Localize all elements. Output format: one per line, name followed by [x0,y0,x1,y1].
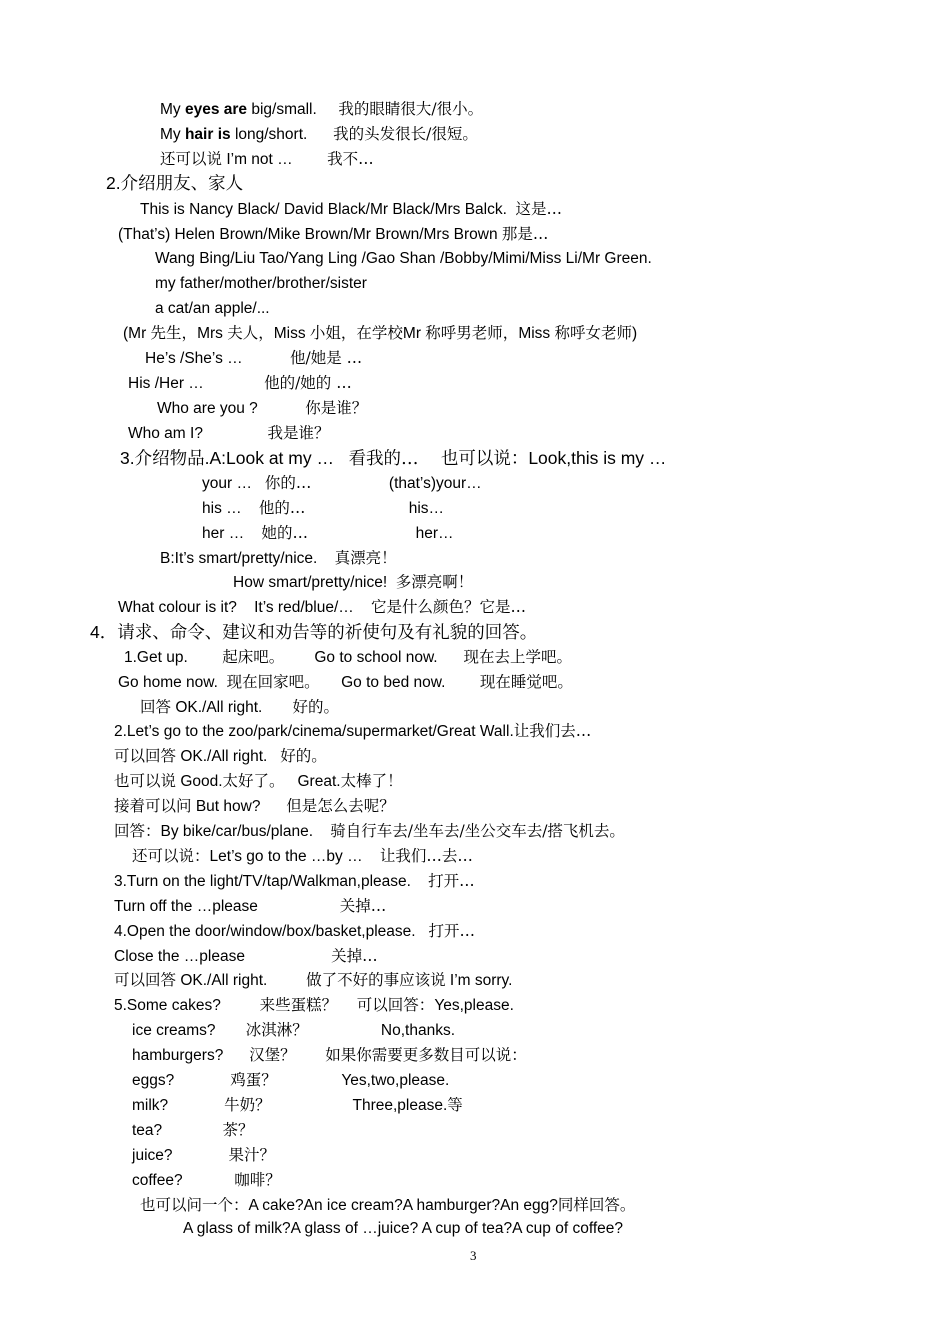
text-line [140,697,339,718]
text-run: 你是谁？ [305,399,368,417]
text-line [145,348,362,369]
text-run: eggs? [132,1072,231,1089]
text-run: No,thanks. [307,1022,456,1039]
text-run: 看我的… 也可以说： [348,449,529,469]
text-line [114,771,403,792]
text-line [118,224,548,245]
text-run: hamburgers? [132,1047,250,1064]
text-run: 我是谁？ [267,424,330,442]
text-run: eyes are [184,101,248,118]
text-run: My [160,126,185,143]
text-run: his … [202,500,259,517]
text-run: his… [305,500,445,517]
text-line [124,647,572,668]
text-run: ) [632,325,638,342]
text-run: 她的… [261,524,308,542]
text-run: 4.Open the door/window/box/basket,please. [114,923,429,940]
text-run: 那是… [501,225,549,243]
text-run: Mr [402,325,426,342]
text-run: 现在去上学吧。 [463,648,572,666]
text-run: 让我们去… [513,722,592,740]
text-run: Wang Bing/Liu Tao/Yang Ling /Gao Shan /Bobby/Mimi/Miss Li/Mr Green. [155,250,652,267]
text-run: 关掉… [339,897,387,915]
text-line [155,299,270,319]
text-run: What colour is it? It’s red/blue/… [118,599,371,616]
text-run: big/small. [247,101,339,118]
text-line [114,746,327,767]
text-run: 这是… [515,200,563,218]
text-run: 骑自行车去/坐车去/坐公交车去/搭飞机去。 [330,822,625,840]
section-heading [120,447,666,470]
text-run: your … [202,475,265,492]
text-line [114,995,514,1016]
text-run: juice? [132,1147,229,1164]
text-line [123,323,637,344]
text-run: 咖啡？ [234,1171,281,1189]
text-run: 还可以说： [132,847,210,865]
text-line [128,373,352,394]
text-run: Close the …please [114,948,332,965]
text-run: I’m sorry. [445,972,513,989]
text-run: milk? [132,1097,225,1114]
text-run: 3. [120,448,135,468]
text-run: 但是怎么去呢？ [286,797,395,815]
text-run: 还可以说 [160,150,223,168]
text-run: (That’s) Helen Brown/Mike Brown/Mr Brown/Mrs Brown [118,226,502,243]
text-line [118,672,573,693]
text-run: her … [202,525,262,542]
text-run: a cat/an apple/... [155,300,270,317]
text-run: 真漂亮！ [334,549,397,567]
text-run: 也可以说 [114,772,177,790]
text-run: 2. [106,173,121,193]
text-run: 称呼男老师， [425,324,519,342]
text-run: 4． [90,622,118,642]
text-run: 我的头发很长/很短。 [333,125,478,143]
text-run: He’s /She’s … [145,350,291,367]
text-run: I’m not … [222,151,328,168]
text-line [132,1020,455,1041]
text-run: 请求、命令、建议和劝告等的祈使句及有礼貌的回答。 [117,623,538,643]
text-run: A glass of milk?A glass of …juice? A cup of tea?A cup of coffee? [183,1220,624,1237]
text-run: 回答 [140,698,172,716]
text-line [132,1045,527,1066]
text-run: 起床吧。 [222,648,285,666]
text-run: 果汁？ [228,1146,275,1164]
text-run: 现在睡觉吧。 [479,673,573,691]
text-run: (that’s)your… [311,475,482,492]
text-run: hair is [184,126,231,143]
text-line [140,199,562,220]
text-run: 3.Turn on the light/TV/tap/Walkman,please. [114,873,429,890]
text-run: 我的眼睛很大/很小。 [338,100,484,118]
text-run: 多漂亮啊！ [395,573,474,591]
text-run: OK./All right. [176,748,281,765]
text-run: 太棒了！ [340,772,403,790]
text-line [132,1170,281,1191]
text-run: By bike/car/bus/plane. [160,823,331,840]
text-run: Miss [273,325,310,342]
text-run: Miss [518,325,555,342]
text-run: .A:Look at my … [204,448,349,468]
text-run: Turn off the …please [114,898,340,915]
text-run: Who are you ? [157,400,306,417]
text-line [132,1120,253,1141]
text-run: 汉堡？ 如果你需要更多数目可以说： [249,1046,527,1064]
text-run: 来些蛋糕？ 可以回答： [259,996,435,1014]
text-line [128,423,330,444]
text-run: 称呼女老师 [554,324,632,342]
text-run: But how? [191,798,287,815]
text-run: 他/她是 … [290,349,363,367]
text-run: Who am I? [128,425,268,442]
text-run: 1.Get up. [124,649,223,666]
text-run: 也可以问一个： [140,1196,249,1214]
text-run: her… [307,525,454,542]
text-line [132,1095,463,1116]
text-run: 接着可以问 [114,797,192,815]
text-line [114,796,395,817]
text-line [114,871,475,892]
text-run: 现在回家吧。 [226,673,320,691]
text-line [202,523,454,544]
text-run: 打开… [428,922,476,940]
text-line [157,398,367,419]
text-line [160,99,483,120]
text-run: tea? [132,1122,223,1139]
text-run: 鸡蛋？ [230,1071,277,1089]
text-run: 我不… [327,150,374,168]
text-run: Mrs [197,325,228,342]
text-line [160,149,374,170]
text-run: Go home now. [118,674,227,691]
text-run: my father/mother/brother/sister [155,275,367,292]
text-run: 牛奶？ [224,1096,271,1114]
text-run: How smart/pretty/nice! [233,574,396,591]
text-line [160,124,478,145]
text-line [160,548,397,569]
text-run: ice creams? [132,1022,246,1039]
text-run: 可以回答 [114,747,177,765]
text-line [132,846,473,867]
text-run: OK./All right. [176,972,307,989]
text-run: 好的。 [280,747,327,765]
text-run: Look,this is my … [528,448,667,468]
text-line [202,473,482,494]
text-run: Go to school now. [284,649,464,666]
text-run: 介绍物品 [134,449,205,469]
text-line [202,498,444,519]
text-run: 做了不好的事应该说 [306,971,446,989]
text-run: 2.Let’s go to the zoo/park/cinema/supermarket/Great Wall. [114,723,514,740]
text-line [114,896,386,917]
text-run: 它是什么颜色？它是… [370,598,526,616]
text-line [114,821,625,842]
text-run: Let’s go to the …by … [209,848,380,865]
text-run: 打开… [428,872,475,890]
text-run: 同样回答。 [557,1196,636,1214]
text-run: Great. [284,773,341,790]
text-run: 先生， [150,324,198,342]
text-run: Go to bed now. [319,674,480,691]
text-run: coffee? [132,1172,235,1189]
text-run: My [160,101,185,118]
text-run: A cake?An ice cream?A hamburger?An egg? [248,1197,558,1214]
text-run: 让我们…去… [379,847,473,865]
text-run: 可以回答 [114,971,177,989]
text-run: 太好了。 [222,772,285,790]
text-run: 5.Some cakes? [114,997,260,1014]
section-heading [90,621,537,644]
text-line [183,1219,623,1239]
text-run: 好的。 [292,698,339,716]
text-run: (Mr [123,325,151,342]
text-run: 回答： [114,822,161,840]
section-heading [106,172,243,195]
text-run: 你的… [264,474,312,492]
text-run: B:It’s smart/pretty/nice. [160,550,335,567]
text-run: Three,please. [270,1097,448,1114]
text-run: 介绍朋友、家人 [120,174,244,194]
text-run: OK./All right. [171,699,293,716]
text-line [155,249,652,269]
text-run: 小姐，在学校 [309,324,403,342]
text-run: long/short. [230,126,334,143]
text-run: 关掉… [331,947,378,965]
text-line [132,1070,449,1091]
text-line [118,597,526,618]
text-run: 茶？ [222,1121,254,1139]
text-line [140,1195,635,1216]
text-run: Yes,two,please. [276,1072,450,1089]
text-line [233,572,473,593]
text-line [155,274,367,294]
text-run: Good. [176,773,223,790]
text-run: Yes,please. [434,997,514,1014]
text-run: His /Her … [128,375,265,392]
text-run: 夫人， [227,324,274,342]
text-line [114,946,378,967]
text-run: 他的… [258,499,306,517]
text-run: 冰淇淋？ [245,1021,308,1039]
text-line [114,970,512,991]
text-line [114,921,475,942]
text-line [114,721,591,742]
text-run: 等 [447,1096,463,1114]
text-run: 他的/她的 … [264,374,352,392]
text-line [132,1145,275,1166]
page-number: 3 [470,1248,477,1263]
text-run: This is Nancy Black/ David Black/Mr Black/Mrs Balck. [140,201,516,218]
